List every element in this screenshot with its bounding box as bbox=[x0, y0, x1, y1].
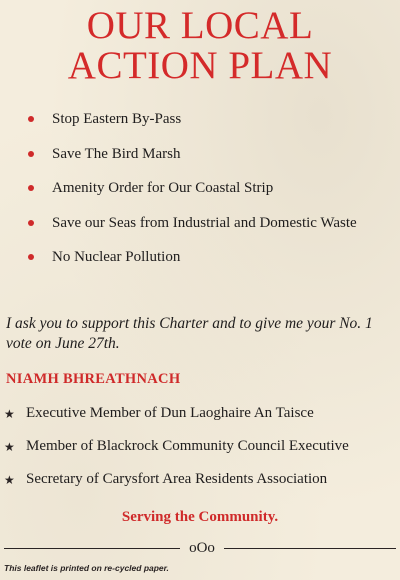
action-item-text: Stop Eastern By-Pass bbox=[52, 111, 182, 127]
divider-line-left bbox=[4, 548, 180, 549]
recycled-paper-note: This leaflet is printed on re-cycled paper. bbox=[4, 563, 169, 573]
red-dot-icon bbox=[28, 151, 34, 157]
role-item bbox=[0, 402, 400, 435]
red-dot-icon bbox=[28, 185, 34, 191]
action-plan-list bbox=[0, 108, 400, 281]
role-item-text: Member of Blackrock Community Council Executive bbox=[26, 438, 349, 454]
heading-line-1: OUR LOCAL bbox=[86, 4, 314, 47]
star-icon: ★ bbox=[4, 473, 15, 487]
role-item-text: Executive Member of Dun Laoghaire An Taisce bbox=[26, 405, 314, 421]
role-item bbox=[0, 468, 400, 501]
action-item-text: Amenity Order for Our Coastal Strip bbox=[52, 180, 274, 196]
role-item bbox=[0, 435, 400, 468]
red-dot-icon bbox=[28, 116, 34, 122]
heading-line-2: ACTION PLAN bbox=[67, 44, 333, 87]
divider-line-right bbox=[224, 548, 396, 549]
red-dot-icon bbox=[28, 220, 34, 226]
ornamental-divider bbox=[4, 538, 396, 558]
action-item bbox=[0, 212, 400, 247]
motto: Serving the Community. bbox=[121, 509, 279, 525]
star-icon: ★ bbox=[4, 407, 15, 421]
action-item bbox=[0, 246, 400, 281]
action-item-text: Save our Seas from Industrial and Domestic Waste bbox=[52, 214, 357, 231]
action-item bbox=[0, 108, 400, 143]
divider-ornament: oOo bbox=[189, 540, 215, 556]
role-item-text: Secretary of Carysfort Area Residents Association bbox=[26, 471, 328, 487]
star-icon: ★ bbox=[4, 440, 15, 454]
action-item bbox=[0, 143, 400, 178]
voter-appeal: I ask you to support this Charter and to give me your No. 1 vote on June 27th. bbox=[6, 315, 373, 352]
candidate-name: NIAMH BHREATHNACH bbox=[6, 371, 181, 387]
action-item-text: Save The Bird Marsh bbox=[52, 145, 181, 162]
action-item bbox=[0, 177, 400, 212]
action-item-text: No Nuclear Pollution bbox=[52, 249, 181, 265]
candidate-roles-list bbox=[0, 402, 400, 501]
red-dot-icon bbox=[28, 254, 34, 260]
